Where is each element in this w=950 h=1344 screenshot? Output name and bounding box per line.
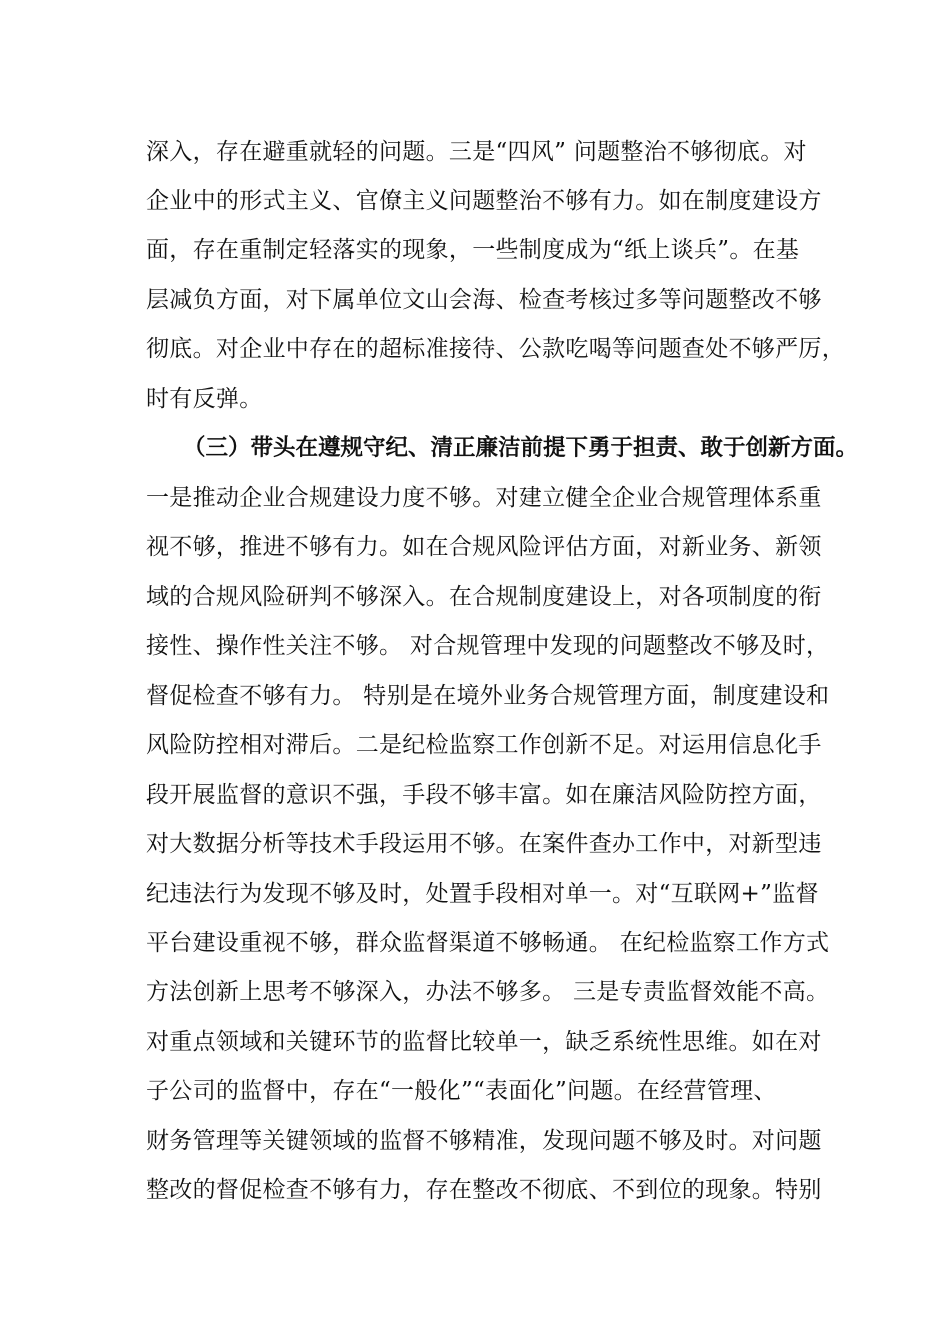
text-line: 平台建设重视不够，群众监督渠道不够畅通。 在纪检监察工作方式 (146, 930, 830, 956)
text-line: 时有反弹。 (146, 386, 263, 412)
text-line: 深入，存在避重就轻的问题。三是“四风” 问题整治不够彻底。对 (146, 139, 807, 165)
section-heading: （三）带头在遵规守纪、清正廉洁前提下勇于担责、敢于创新方面。 (183, 435, 859, 461)
text-line: 财务管理等关键领域的监督不够精准，发现问题不够及时。对问题 (146, 1128, 822, 1154)
text-line: 视不够，推进不够有力。如在合规风险评估方面，对新业务、新领 (146, 534, 822, 560)
text-line: 接性、操作性关注不够。 对合规管理中发现的问题整改不够及时， (146, 633, 830, 659)
text-line: 域的合规风险研判不够深入。在合规制度建设上，对各项制度的衔 (146, 584, 822, 610)
text-line: 彻底。对企业中存在的超标准接待、公款吃喝等问题查处不够严厉， (146, 336, 845, 362)
text-line: 整改的督促检查不够有力，存在整改不彻底、不到位的现象。特别 (146, 1177, 822, 1203)
text-line: 纪违法行为发现不够及时，处置手段相对单一。对“互联网+”监督 (146, 881, 819, 907)
text-line: 方法创新上思考不够深入，办法不够多。 三是专责监督效能不高。 (146, 979, 830, 1005)
text-line: 对大数据分析等技术手段运用不够。在案件查办工作中，对新型违 (146, 831, 822, 857)
text-line: 子公司的监督中，存在“一般化”“表面化”问题。在经营管理、 (146, 1078, 777, 1104)
text-line: 风险防控相对滞后。二是纪检监察工作创新不足。对运用信息化手 (146, 732, 822, 758)
text-line: 督促检查不够有力。 特别是在境外业务合规管理方面，制度建设和 (146, 683, 830, 709)
text-line: 对重点领域和关键环节的监督比较单一，缺乏系统性思维。如在对 (146, 1029, 822, 1055)
text-line: 层减负方面，对下属单位文山会海、检查考核过多等问题整改不够 (146, 287, 822, 313)
text-line: 企业中的形式主义、官僚主义问题整治不够有力。如在制度建设方 (146, 188, 822, 214)
text-line: 段开展监督的意识不强，手段不够丰富。如在廉洁风险防控方面， (146, 782, 822, 808)
text-line: 一是推动企业合规建设力度不够。对建立健全企业合规管理体系重 (146, 485, 822, 511)
text-line: 面，存在重制定轻落实的现象，一些制度成为“纸上谈兵”。在基 (146, 237, 800, 263)
